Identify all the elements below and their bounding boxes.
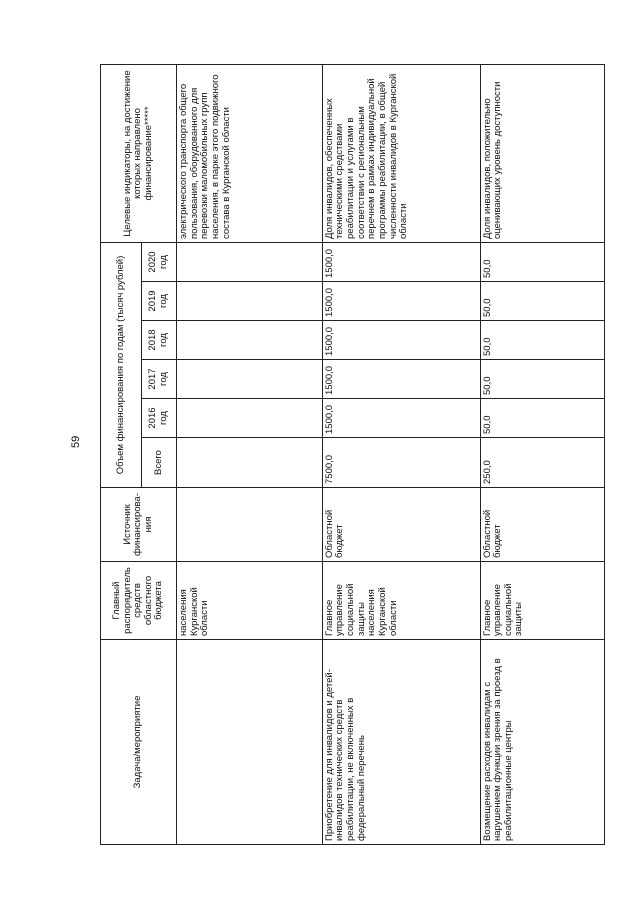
cell-distributor: населения Курганской области <box>177 562 323 640</box>
table-header-row <box>101 65 142 845</box>
cell-distributor: Главное управление социальной защиты населения Курганской области <box>322 562 480 640</box>
cell-year-2017: 50,0 <box>480 360 605 399</box>
cell-year-2017: 1500,0 <box>322 360 480 399</box>
funding-table <box>100 64 605 845</box>
header-year-2019: 2019 год <box>142 282 177 321</box>
cell-task <box>177 640 323 845</box>
header-funding-group: Объем финансирования по годам (тысяч рублей) <box>101 243 142 488</box>
header-source: Источник финансирова-ния <box>101 488 177 562</box>
cell-total: 7500,0 <box>322 438 480 488</box>
table-row <box>177 65 323 845</box>
cell-year-2020 <box>177 243 323 282</box>
page-number: 59 <box>70 435 82 448</box>
cell-task: Возмещение расходов инвалидам с нарушением функции зрения за проезд в реабилитационные центры <box>480 640 605 845</box>
header-year-2017: 2017 год <box>142 360 177 399</box>
cell-indicator: Доля инвалидов, положительно оценивающих уровень доступности <box>480 65 605 243</box>
cell-year-2019 <box>177 282 323 321</box>
cell-distributor: Главное управление социальной защиты <box>480 562 605 640</box>
header-year-2018: 2018 год <box>142 321 177 360</box>
cell-source <box>177 488 323 562</box>
cell-year-2017 <box>177 360 323 399</box>
cell-task: Приобретение для инвалидов и детей-инвалидов технических средств реабилитации, не включенных в федеральный перечень <box>322 640 480 845</box>
cell-year-2016: 1500,0 <box>322 399 480 438</box>
cell-source: Областной бюджет <box>322 488 480 562</box>
cell-year-2019: 50,0 <box>480 282 605 321</box>
table-row <box>480 65 605 845</box>
cell-indicator: электрического транспорта общего пользования, оборудованного для перевозки маломобильных групп населения, в парке этого подвижного состава в Курганской области <box>177 65 323 243</box>
cell-year-2016: 50,0 <box>480 399 605 438</box>
header-total: Всего <box>142 438 177 488</box>
rotated-table-container <box>100 65 605 845</box>
table-row <box>322 65 480 845</box>
header-indicators: Целевые индикаторы, на достижение которых направлено финансирование***** <box>101 65 177 243</box>
cell-year-2019: 1500,0 <box>322 282 480 321</box>
cell-year-2018: 1500,0 <box>322 321 480 360</box>
cell-year-2016 <box>177 399 323 438</box>
cell-year-2020: 1500,0 <box>322 243 480 282</box>
cell-year-2018 <box>177 321 323 360</box>
cell-indicator: Доля инвалидов, обеспеченных техническими средствами реабилитации и услугами в соответствии с региональным перечнем в рамках индивидуальной программы реабилитации, в общей численности инвалидов в Курганской области <box>322 65 480 243</box>
cell-year-2020: 50,0 <box>480 243 605 282</box>
cell-source: Областной бюджет <box>480 488 605 562</box>
header-task: Задача/мероприятие <box>101 640 177 845</box>
header-year-2016: 2016 год <box>142 399 177 438</box>
cell-year-2018: 50,0 <box>480 321 605 360</box>
header-distributor: Главный распорядитель средств областного бюджета <box>101 562 177 640</box>
cell-total: 250,0 <box>480 438 605 488</box>
cell-total <box>177 438 323 488</box>
header-year-2020: 2020 год <box>142 243 177 282</box>
